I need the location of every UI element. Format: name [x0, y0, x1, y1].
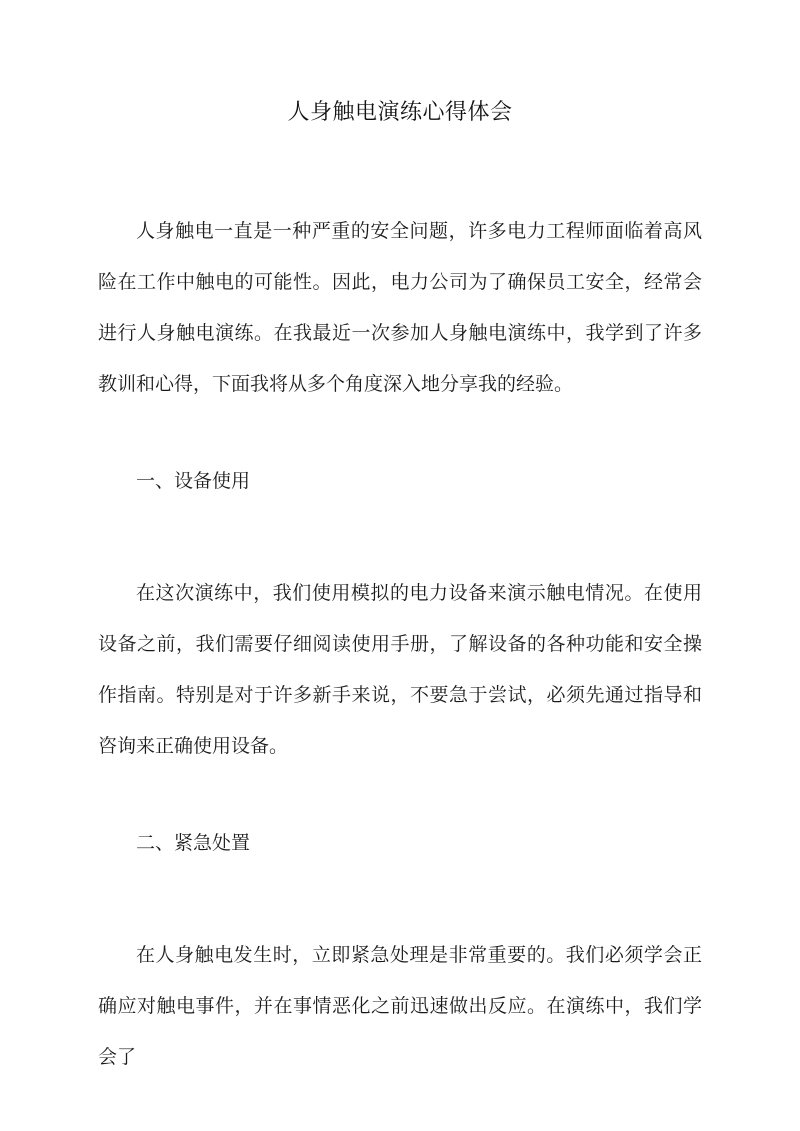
section-heading-emergency: 二、紧急处置	[136, 832, 251, 854]
equipment-paragraph: 在这次演练中，我们使用模拟的电力设备来演示触电情况。在使用设备之前，我们需要仔细阅读使用手册，了解设备的各种功能和安全操作指南。特别是对于许多新手来说，不要急于尝试，必须先通过指导和咨询来正确使用设备。	[98, 582, 702, 757]
intro-paragraph: 人身触电一直是一种严重的安全问题，许多电力工程师面临着高风险在工作中触电的可能性。因此，电力公司为了确保员工安全，经常会进行人身触电演练。在我最近一次参加人身触电演练中，我学到了许多教训和心得，下面我将从多个角度深入地分享我的经验。	[98, 220, 702, 395]
section-heading-equipment: 一、设备使用	[136, 470, 251, 492]
document-title: 人身触电演练心得体会	[287, 100, 513, 125]
emergency-paragraph: 在人身触电发生时，立即紧急处理是非常重要的。我们必须学会正确应对触电事件，并在事情恶化之前迅速做出反应。在演练中，我们学会了	[98, 944, 702, 1068]
